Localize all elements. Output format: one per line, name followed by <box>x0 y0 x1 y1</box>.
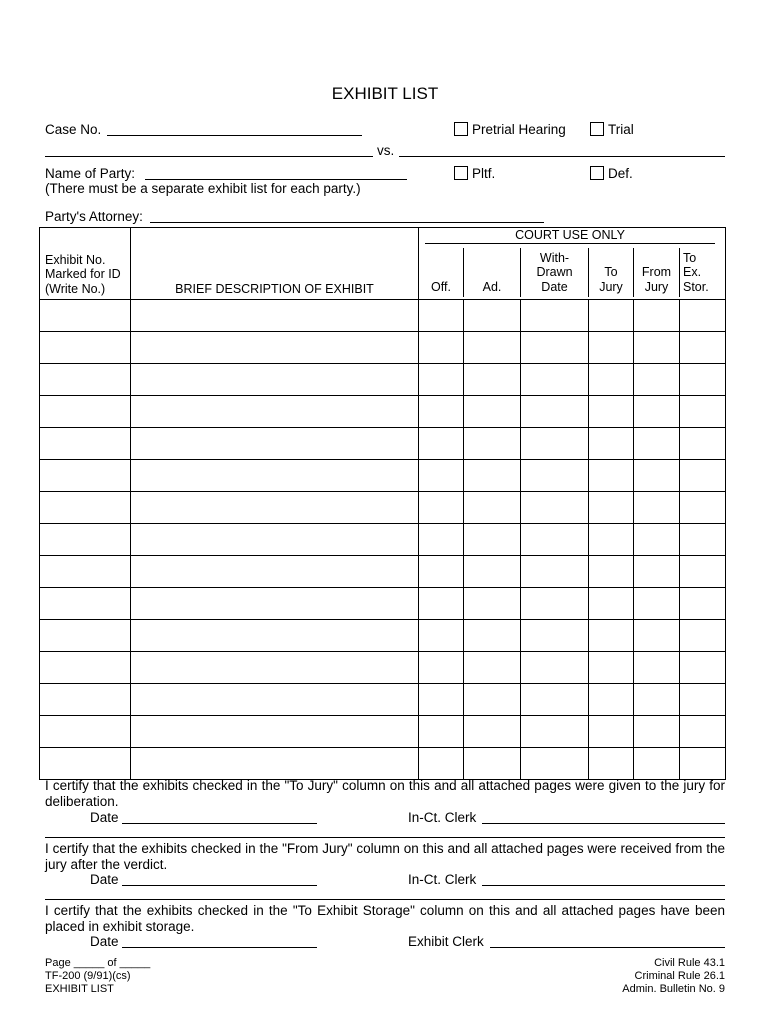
off-cell[interactable] <box>419 652 464 684</box>
to-jury-cell[interactable] <box>589 460 634 492</box>
to-jury-cell[interactable] <box>589 300 634 332</box>
table-row <box>40 396 726 428</box>
from-jury-cell[interactable] <box>634 428 680 460</box>
description-cell[interactable] <box>131 652 419 684</box>
exhibit-no-cell[interactable] <box>40 748 131 780</box>
ad-cell[interactable] <box>464 652 521 684</box>
table-row <box>40 428 726 460</box>
to-jury-cell[interactable] <box>589 524 634 556</box>
separate-list-note: (There must be a separate exhibit list for each party.) <box>45 181 361 196</box>
ad-cell[interactable] <box>464 364 521 396</box>
exhibit-no-cell[interactable] <box>40 460 131 492</box>
table-row <box>40 556 726 588</box>
off-cell[interactable] <box>419 460 464 492</box>
def-label: Def. <box>608 166 633 181</box>
def-checkbox[interactable] <box>590 166 604 180</box>
exhibit-no-cell[interactable] <box>40 300 131 332</box>
description-cell[interactable] <box>131 748 419 780</box>
from-jury-cell[interactable] <box>634 684 680 716</box>
cert3-date-label: Date <box>90 934 119 949</box>
pltf-label: Pltf. <box>472 166 496 181</box>
description-cell[interactable] <box>131 492 419 524</box>
cert1-clerk-field[interactable] <box>482 823 725 824</box>
footer-left <box>45 957 150 996</box>
to-jury-cell[interactable] <box>589 684 634 716</box>
ad-cell[interactable] <box>464 556 521 588</box>
to-ex-stor-cell[interactable] <box>680 588 726 620</box>
exhibit-no-header: Exhibit No. Marked for ID (Write No.) <box>40 228 131 300</box>
pltf-checkbox[interactable] <box>454 166 468 180</box>
exhibit-no-cell[interactable] <box>40 332 131 364</box>
description-cell[interactable] <box>131 556 419 588</box>
off-cell[interactable] <box>419 428 464 460</box>
exhibit-no-cell[interactable] <box>40 556 131 588</box>
to-ex-stor-cell[interactable] <box>680 652 726 684</box>
to-ex-stor-cell[interactable] <box>680 556 726 588</box>
exhibit-table <box>39 227 726 780</box>
table-row <box>40 364 726 396</box>
from-jury-cell[interactable] <box>634 332 680 364</box>
to-ex-stor-header: To Ex. Stor. <box>680 248 726 297</box>
to-jury-cell[interactable] <box>589 748 634 780</box>
to-ex-stor-cell[interactable] <box>680 364 726 396</box>
ad-header: Ad. <box>464 248 521 297</box>
withdrawn-date-cell[interactable] <box>521 428 589 460</box>
withdrawn-date-cell[interactable] <box>521 300 589 332</box>
from-jury-cell[interactable] <box>634 460 680 492</box>
off-header: Off. <box>419 248 464 297</box>
withdrawn-date-cell[interactable] <box>521 588 589 620</box>
certification-to-storage: I certify that the exhibits checked in the "To Exhibit Storage" column on this and all attached pages have been placed in exhibit storage. <box>45 903 725 934</box>
to-jury-cell[interactable] <box>589 556 634 588</box>
from-jury-cell[interactable] <box>634 588 680 620</box>
ad-cell[interactable] <box>464 620 521 652</box>
ad-cell[interactable] <box>464 716 521 748</box>
table-row <box>40 588 726 620</box>
to-jury-cell[interactable] <box>589 716 634 748</box>
ad-cell[interactable] <box>464 396 521 428</box>
exhibit-no-cell[interactable] <box>40 396 131 428</box>
table-row <box>40 492 726 524</box>
from-jury-cell[interactable] <box>634 652 680 684</box>
cert1-date-field[interactable] <box>122 823 317 824</box>
from-jury-cell[interactable] <box>634 620 680 652</box>
cert3-clerk-field[interactable] <box>490 947 725 948</box>
to-jury-cell[interactable] <box>589 652 634 684</box>
withdrawn-date-cell[interactable] <box>521 492 589 524</box>
attorney-label: Party's Attorney: <box>45 209 143 224</box>
off-cell[interactable] <box>419 300 464 332</box>
to-jury-cell[interactable] <box>589 332 634 364</box>
off-cell[interactable] <box>419 588 464 620</box>
ad-cell[interactable] <box>464 428 521 460</box>
description-cell[interactable] <box>131 428 419 460</box>
to-ex-stor-cell[interactable] <box>680 332 726 364</box>
cert1-clerk-label: In-Ct. Clerk <box>408 810 477 825</box>
description-cell[interactable] <box>131 684 419 716</box>
exhibit-no-cell[interactable] <box>40 588 131 620</box>
certification-to-jury: I certify that the exhibits checked in the "To Jury" column on this and all attached pages were given to the jury for deliberation. <box>45 778 725 809</box>
table-row <box>40 332 726 364</box>
withdrawn-date-cell[interactable] <box>521 684 589 716</box>
exhibit-no-cell[interactable] <box>40 492 131 524</box>
exhibit-no-cell[interactable] <box>40 364 131 396</box>
cert2-date-field[interactable] <box>122 885 317 886</box>
off-cell[interactable] <box>419 620 464 652</box>
withdrawn-date-cell[interactable] <box>521 396 589 428</box>
ad-cell[interactable] <box>464 684 521 716</box>
off-cell[interactable] <box>419 364 464 396</box>
court-use-only-group <box>419 228 726 300</box>
name-of-party-label: Name of Party: <box>45 166 136 181</box>
withdrawn-date-header: With- Drawn Date <box>521 248 589 297</box>
criminal-rule: Criminal Rule 26.1 <box>634 970 725 982</box>
description-cell[interactable] <box>131 364 419 396</box>
table-row <box>40 460 726 492</box>
table-row <box>40 748 726 780</box>
ad-cell[interactable] <box>464 332 521 364</box>
certification-from-jury: I certify that the exhibits checked in the "From Jury" column on this and all attached pages were received from the jury after the verdict. <box>45 841 725 872</box>
to-ex-stor-cell[interactable] <box>680 716 726 748</box>
exhibit-no-cell[interactable] <box>40 620 131 652</box>
off-cell[interactable] <box>419 396 464 428</box>
ad-cell[interactable] <box>464 588 521 620</box>
footer-right <box>622 957 725 996</box>
off-cell[interactable] <box>419 556 464 588</box>
civil-rule: Civil Rule 43.1 <box>654 957 725 969</box>
withdrawn-date-cell[interactable] <box>521 652 589 684</box>
case-no-label: Case No. <box>45 122 102 137</box>
name-of-party-field[interactable] <box>145 179 407 180</box>
to-ex-stor-cell[interactable] <box>680 684 726 716</box>
exhibit-no-cell[interactable] <box>40 716 131 748</box>
ad-cell[interactable] <box>464 524 521 556</box>
ad-cell[interactable] <box>464 460 521 492</box>
table-row <box>40 716 726 748</box>
from-jury-cell[interactable] <box>634 524 680 556</box>
from-jury-cell[interactable] <box>634 364 680 396</box>
withdrawn-date-cell[interactable] <box>521 748 589 780</box>
to-ex-stor-cell[interactable] <box>680 748 726 780</box>
to-jury-cell[interactable] <box>589 588 634 620</box>
description-cell[interactable] <box>131 620 419 652</box>
to-jury-cell[interactable] <box>589 396 634 428</box>
description-cell[interactable] <box>131 588 419 620</box>
from-jury-cell[interactable] <box>634 396 680 428</box>
off-cell[interactable] <box>419 684 464 716</box>
table-header-row <box>40 228 726 300</box>
withdrawn-date-cell[interactable] <box>521 716 589 748</box>
from-jury-cell[interactable] <box>634 492 680 524</box>
withdrawn-date-cell[interactable] <box>521 524 589 556</box>
withdrawn-date-cell[interactable] <box>521 364 589 396</box>
plaintiff-name-field[interactable] <box>45 156 373 157</box>
withdrawn-date-cell[interactable] <box>521 460 589 492</box>
cert1-divider <box>45 837 725 838</box>
table-row <box>40 300 726 332</box>
to-jury-header: To Jury <box>589 248 634 297</box>
pretrial-hearing-label: Pretrial Hearing <box>472 122 566 137</box>
description-cell[interactable] <box>131 716 419 748</box>
off-cell[interactable] <box>419 492 464 524</box>
to-ex-stor-cell[interactable] <box>680 428 726 460</box>
admin-bulletin: Admin. Bulletin No. 9 <box>622 983 725 995</box>
to-ex-stor-cell[interactable] <box>680 300 726 332</box>
to-ex-stor-cell[interactable] <box>680 396 726 428</box>
form-code: TF-200 (9/91)(cs) <box>45 970 131 982</box>
description-cell[interactable] <box>131 524 419 556</box>
to-jury-cell[interactable] <box>589 620 634 652</box>
from-jury-cell[interactable] <box>634 300 680 332</box>
page-title: EXHIBIT LIST <box>331 84 439 103</box>
off-cell[interactable] <box>419 524 464 556</box>
off-cell[interactable] <box>419 332 464 364</box>
withdrawn-date-cell[interactable] <box>521 556 589 588</box>
defendant-name-field[interactable] <box>399 156 725 157</box>
from-jury-cell[interactable] <box>634 748 680 780</box>
description-cell[interactable] <box>131 396 419 428</box>
ad-cell[interactable] <box>464 300 521 332</box>
off-cell[interactable] <box>419 716 464 748</box>
cert2-divider <box>45 899 725 900</box>
exhibit-no-cell[interactable] <box>40 524 131 556</box>
to-ex-stor-cell[interactable] <box>680 492 726 524</box>
cert3-clerk-label: Exhibit Clerk <box>408 934 484 949</box>
court-use-only-label: COURT USE ONLY <box>425 228 715 244</box>
exhibit-no-cell[interactable] <box>40 428 131 460</box>
ad-cell[interactable] <box>464 748 521 780</box>
ad-cell[interactable] <box>464 492 521 524</box>
pretrial-hearing-checkbox[interactable] <box>454 122 468 136</box>
trial-label: Trial <box>608 122 634 137</box>
exhibit-no-cell[interactable] <box>40 684 131 716</box>
from-jury-cell[interactable] <box>634 716 680 748</box>
to-ex-stor-cell[interactable] <box>680 524 726 556</box>
case-no-field[interactable] <box>107 135 362 136</box>
cert1-date-label: Date <box>90 810 119 825</box>
page-number-field[interactable]: Page _____ of _____ <box>45 957 151 969</box>
vs-label: vs. <box>377 143 395 158</box>
to-jury-cell[interactable] <box>589 428 634 460</box>
description-cell[interactable] <box>131 460 419 492</box>
off-cell[interactable] <box>419 748 464 780</box>
table-row <box>40 652 726 684</box>
cert2-clerk-field[interactable] <box>482 885 725 886</box>
description-header: BRIEF DESCRIPTION OF EXHIBIT <box>131 228 419 300</box>
table-row <box>40 620 726 652</box>
cert2-date-label: Date <box>90 872 119 887</box>
attorney-field[interactable] <box>150 222 544 223</box>
exhibit-table-body <box>40 300 726 780</box>
to-jury-cell[interactable] <box>589 492 634 524</box>
trial-checkbox[interactable] <box>590 122 604 136</box>
withdrawn-date-cell[interactable] <box>521 620 589 652</box>
to-jury-cell[interactable] <box>589 364 634 396</box>
exhibit-no-cell[interactable] <box>40 652 131 684</box>
from-jury-header: From Jury <box>634 248 680 297</box>
form-name: EXHIBIT LIST <box>45 983 114 995</box>
withdrawn-date-cell[interactable] <box>521 332 589 364</box>
cert2-clerk-label: In-Ct. Clerk <box>408 872 477 887</box>
description-cell[interactable] <box>131 332 419 364</box>
to-ex-stor-cell[interactable] <box>680 620 726 652</box>
to-ex-stor-cell[interactable] <box>680 460 726 492</box>
description-cell[interactable] <box>131 300 419 332</box>
from-jury-cell[interactable] <box>634 556 680 588</box>
table-row <box>40 684 726 716</box>
cert3-date-field[interactable] <box>122 947 317 948</box>
table-row <box>40 524 726 556</box>
